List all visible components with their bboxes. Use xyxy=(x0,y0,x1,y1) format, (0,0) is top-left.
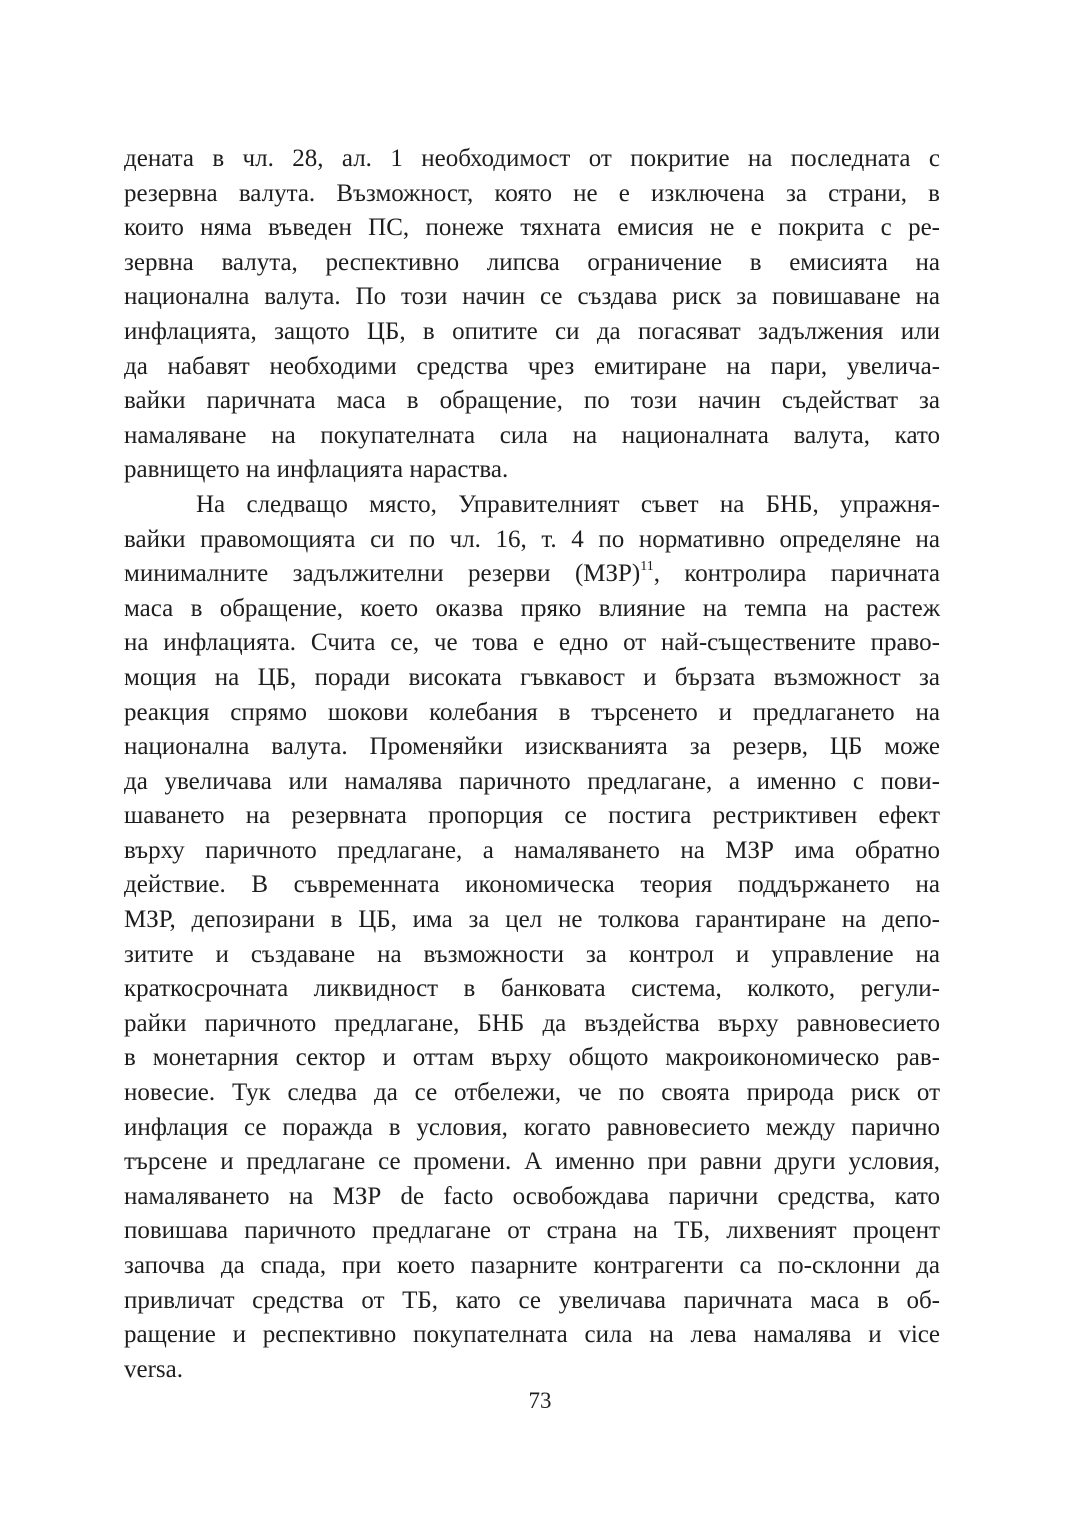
text-line: резервна валута. Възможност, която не е изключена за страни, в xyxy=(124,179,940,207)
text-line: МЗР, депозирани в ЦБ, има за цел не толкова гарантиране на депо- xyxy=(124,906,940,934)
text-line: мощия на ЦБ, поради високата гъвкавост и бързата възможност за xyxy=(124,663,940,691)
text-line: новесие. Тук следва да се отбележи, че по своята природа риск от xyxy=(124,1079,940,1107)
text-line: вайки правомощията си по чл. 16, т. 4 по нормативно определяне на xyxy=(124,525,940,553)
text-line: да набавят необходими средства чрез емитиране на пари, увелича- xyxy=(124,352,940,380)
text-line-with-footnote xyxy=(124,557,940,592)
text-line: в монетарния сектор и оттам върху общото макроикономическо рав- xyxy=(124,1044,940,1072)
text-line: инфлацията, защото ЦБ, в опитите си да погасяват задължения или xyxy=(124,317,940,345)
text-line: краткосрочната ликвидност в банковата система, колкото, регули- xyxy=(124,975,940,1003)
footnote-reference[interactable]: 11 xyxy=(640,558,654,574)
text-line: versa. xyxy=(124,1355,183,1383)
text-line: започва да спада, при което пазарните контрагенти са по-склонни да xyxy=(124,1252,940,1279)
text-line: върху паричното предлагане, а намаляването на МЗР има обратно xyxy=(124,836,940,864)
text-line: на инфлацията. Счита се, че това е едно от най-съществените право- xyxy=(124,629,940,657)
text-line: шаването на резервната пропорция се постига рестриктивен ефект xyxy=(124,802,940,830)
text-line: вайки паричната маса в обращение, по този начин съдействат за xyxy=(124,387,940,415)
text-line: намаляването на МЗР de facto освобождава парични средства, като xyxy=(124,1182,940,1210)
text-line: зервна валута, респективно липсва ограничение в емисията на xyxy=(124,248,940,276)
text-line: реакция спрямо шокови колебания в търсенето и предлагането на xyxy=(124,698,940,726)
text-line: национална валута. По този начин се създава риск за повишаване на xyxy=(124,283,940,311)
text-line: дената в чл. 28, ал. 1 необходимост от покритие на последната с xyxy=(124,145,940,172)
text-line: да увеличава или намалява паричното предлагане, а именно с пови- xyxy=(124,767,940,795)
text-line: търсене и предлагане се промени. А именно при равни други условия, xyxy=(124,1148,940,1176)
text-fragment: минималните задължителни резерви (МЗР) xyxy=(124,560,641,588)
text-fragment: , контролира паричната xyxy=(653,560,940,588)
page-body xyxy=(124,142,940,1387)
text-line: които няма въведен ПС, понеже тяхната емисия не е покрита с ре- xyxy=(124,214,940,242)
text-line: маса в обращение, което оказва пряко влияние на темпа на растеж xyxy=(124,594,940,622)
page-number: 73 xyxy=(528,1388,552,1413)
text-line: привличат средства от ТБ, като се увеличава паричната маса в об- xyxy=(124,1286,940,1314)
paragraph-2 xyxy=(124,488,940,1387)
text-line: инфлация се поражда в условия, когато равновесието между парично xyxy=(124,1113,940,1141)
text-line: райки паричното предлагане, БНБ да въздейства върху равновесието xyxy=(124,1009,940,1037)
text-line: равнището на инфлацията нараства. xyxy=(124,456,509,484)
paragraph-1 xyxy=(124,142,940,488)
text-line: На следващо място, Управителният съвет на БНБ, упражня- xyxy=(196,490,940,518)
text-line: действие. В съвременната икономическа теория поддържането на xyxy=(124,871,940,899)
text-line: зитите и създаване на възможности за контрол и управление на xyxy=(124,940,940,968)
text-line: повишава паричното предлагане от страна на ТБ, лихвеният процент xyxy=(124,1217,940,1245)
text-line: национална валута. Променяйки изискванията за резерв, ЦБ може xyxy=(124,733,940,761)
text-line: ращение и респективно покупателната сила на лева намалява и vice xyxy=(124,1321,940,1349)
text-line: намаляване на покупателната сила на националната валута, като xyxy=(124,421,940,449)
